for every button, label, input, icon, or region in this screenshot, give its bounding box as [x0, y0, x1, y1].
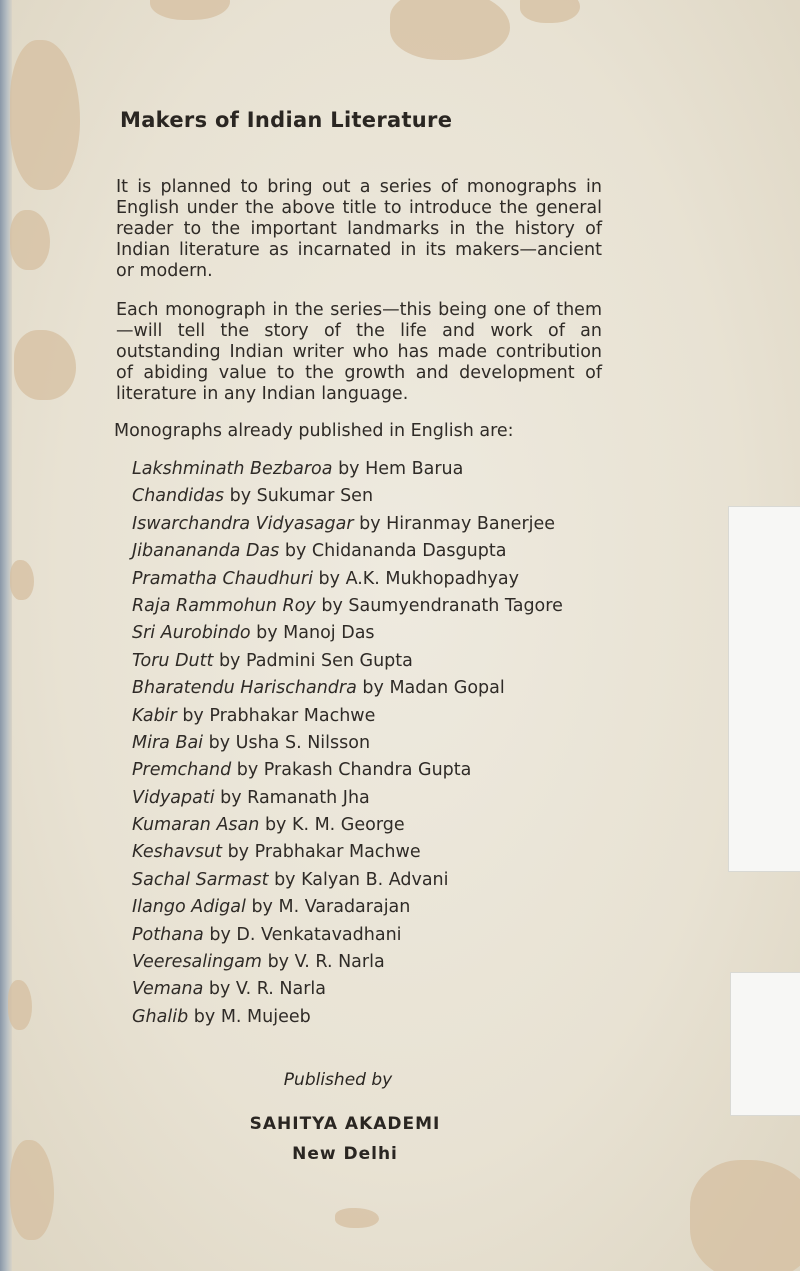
monograph-item	[132, 839, 602, 866]
publisher-city: New Delhi	[292, 1144, 398, 1164]
monograph-author: by M. Varadarajan	[251, 897, 411, 918]
monograph-author: by Sukumar Sen	[229, 486, 374, 507]
monograph-author: by Kalyan B. Advani	[274, 869, 449, 890]
content-block	[112, 110, 602, 1031]
monograph-item	[132, 538, 602, 565]
monograph-item	[132, 976, 602, 1003]
series-heading: Makers of Indian Literature	[120, 108, 453, 132]
paper-stain	[10, 560, 34, 600]
monograph-title: Iswarchandra Vidyasagar	[132, 513, 354, 534]
book-spine-edge	[0, 0, 12, 1271]
monograph-title: Pramatha Chaudhuri	[132, 568, 313, 589]
monograph-author: by V. R. Narla	[267, 952, 385, 973]
monograph-title: Jibanananda Das	[132, 541, 280, 562]
monograph-title: Kabir	[132, 705, 177, 726]
monograph-title: Sri Aurobindo	[132, 623, 251, 644]
monograph-author: by Ramanath Jha	[220, 787, 370, 808]
monograph-item	[132, 675, 602, 702]
paper-stain	[8, 980, 32, 1030]
paper-stain	[10, 1140, 54, 1240]
paper-stain	[150, 0, 230, 20]
monograph-item	[132, 703, 602, 730]
monograph-item	[132, 593, 602, 620]
monograph-item	[132, 456, 602, 483]
monograph-author: by Padmini Sen Gupta	[218, 650, 413, 671]
monograph-author: by Prabhakar Machwe	[227, 842, 421, 863]
monograph-item	[132, 730, 602, 757]
monograph-title: Sachal Sarmast	[132, 869, 269, 890]
monograph-title: Keshavsut	[132, 842, 222, 863]
monograph-item	[132, 949, 602, 976]
publisher-block	[230, 1070, 460, 1164]
published-by-label: Published by	[283, 1070, 393, 1090]
monograph-author: by V. R. Narla	[208, 979, 327, 1000]
monograph-item	[132, 922, 602, 949]
monograph-author: by Hiranmay Banerjee	[359, 513, 556, 534]
monograph-title: Bharatendu Harischandra	[132, 678, 357, 699]
monograph-item	[132, 620, 602, 647]
monograph-author: by D. Venkatavadhani	[209, 924, 402, 945]
monograph-item	[132, 894, 602, 921]
description-paragraph: It is planned to bring out a series of monographs in English under the above title to introduce the general reader to the important landmarks in the history of Indian literature as incarnated in its makers—ancient or modern.	[116, 177, 602, 281]
monograph-author: by Manoj Das	[256, 623, 375, 644]
monograph-author: by A.K. Mukhopadhyay	[318, 568, 519, 589]
paper-stain	[520, 0, 580, 23]
publisher-name: SAHITYA AKADEMI	[249, 1114, 441, 1134]
monograph-author: by K. M. George	[264, 815, 405, 836]
paper-stain	[10, 210, 50, 270]
monograph-title: Vidyapati	[132, 787, 215, 808]
monograph-title: Vemana	[132, 979, 204, 1000]
monograph-title: Raja Rammohun Roy	[132, 595, 316, 616]
monograph-item	[132, 812, 602, 839]
monograph-author: by M. Mujeeb	[193, 1006, 311, 1027]
monograph-title: Kumaran Asan	[132, 815, 260, 836]
monograph-title: Chandidas	[132, 486, 225, 507]
paper-stain	[690, 1160, 800, 1271]
monograph-author: by Madan Gopal	[362, 678, 505, 699]
monograph-author: by Prabhakar Machwe	[182, 705, 376, 726]
paper-stain	[335, 1208, 379, 1228]
monograph-item	[132, 1004, 602, 1031]
monograph-item	[132, 757, 602, 784]
monograph-author: by Hem Barua	[338, 459, 464, 479]
monograph-item	[132, 785, 602, 812]
monograph-title: Pothana	[132, 924, 204, 945]
monograph-list	[132, 456, 602, 1031]
monograph-author: by Saumyendranath Tagore	[321, 595, 563, 616]
monograph-author: by Usha S. Nilsson	[208, 732, 371, 753]
monograph-title: Lakshminath Bezbaroa	[132, 459, 333, 479]
monograph-item	[132, 867, 602, 894]
white-paper-patch	[730, 972, 800, 1116]
monograph-item	[132, 648, 602, 675]
monograph-author: by Chidananda Dasgupta	[284, 541, 507, 562]
monograph-item	[132, 483, 602, 510]
monograph-title: Premchand	[132, 760, 232, 781]
monograph-title: Ghalib	[132, 1006, 189, 1027]
paper-stain	[10, 40, 80, 190]
monograph-item	[132, 566, 602, 593]
paper-stain	[390, 0, 510, 60]
paper-stain	[14, 330, 76, 400]
monograph-title: Toru Dutt	[132, 650, 214, 671]
monograph-item	[132, 511, 602, 538]
monograph-title: Veeresalingam	[132, 952, 262, 973]
list-intro: Monographs already published in English are:	[114, 421, 514, 441]
description-paragraph: Each monograph in the series—this being one of them—will tell the story of the life and work of an outstanding Indian writer who has made contribution of abiding value to the growth and development of literature in any Indian language.	[116, 300, 602, 404]
monograph-title: Ilango Adigal	[132, 897, 246, 918]
monograph-author: by Prakash Chandra Gupta	[236, 760, 472, 781]
white-paper-patch	[728, 506, 800, 872]
monograph-title: Mira Bai	[132, 732, 204, 753]
